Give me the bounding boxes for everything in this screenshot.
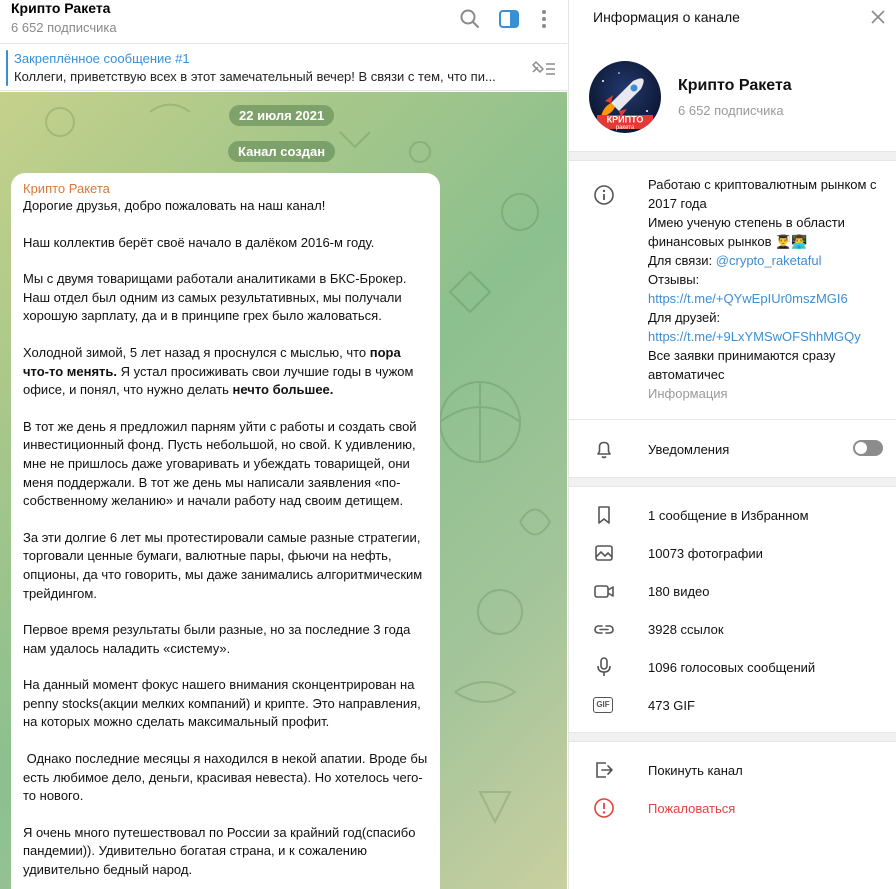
close-icon[interactable] bbox=[869, 8, 887, 26]
bold-text: нечто большее. bbox=[232, 382, 334, 398]
chat-title[interactable]: Крипто Ракета bbox=[11, 0, 111, 16]
notifications-label: Уведомления bbox=[648, 442, 730, 457]
channel-subscribers: 6 652 подписчика bbox=[678, 103, 784, 118]
message-paragraph: Первое время результаты были разные, но за последние 3 года нам удалось наладить «систему». bbox=[23, 622, 411, 656]
gif-icon: GIF bbox=[593, 697, 613, 713]
about-label: Для связи: bbox=[648, 253, 716, 268]
channel-avatar[interactable] bbox=[589, 61, 661, 133]
message-paragraph: Дорогие друзья, добро пожаловать на наш канал! bbox=[23, 198, 326, 213]
about-line: Имею ученую степень в области финансовых рынков 👨‍🎓👨‍💻 bbox=[648, 215, 845, 249]
reviews-link[interactable]: https://t.me/+QYwEpIUr0mszMGI6 bbox=[648, 291, 848, 306]
message-paragraph: Наш коллектив берёт своё начало в далёком 2016-м году. bbox=[23, 234, 375, 250]
text-run: Я устал просиживать свои лучшие годы в чужом офисе, и понял, что нужно делать bbox=[23, 363, 414, 398]
rocket-icon bbox=[589, 61, 661, 133]
info-icon bbox=[593, 184, 615, 206]
notifications-toggle[interactable] bbox=[853, 440, 883, 456]
section-divider bbox=[569, 151, 896, 161]
link-icon bbox=[593, 618, 615, 640]
leave-label: Покинуть канал bbox=[648, 763, 743, 778]
media-label: 3928 ссылок bbox=[648, 622, 724, 637]
message-paragraph: На данный момент фокус нашего внимания сконцентрирован на penny stocks(акции мелких компаний) и крипте. Это направления, на которых можно сделать максимальный профит. bbox=[23, 677, 421, 730]
pinned-title: Закреплённое сообщение #1 bbox=[14, 51, 190, 66]
about-line: Все заявки принимаются сразу автоматичес bbox=[648, 348, 836, 382]
channel-info-pane bbox=[568, 0, 896, 889]
bold-text: пора что-то менять. bbox=[23, 344, 401, 379]
avatar-wordmark-sub: ракета bbox=[615, 125, 635, 131]
media-label: 180 видео bbox=[648, 584, 710, 599]
message-author[interactable]: Крипто Ракета bbox=[23, 181, 110, 196]
toggle-knob bbox=[855, 442, 867, 454]
avatar-wordmark: КРИПТО bbox=[606, 114, 644, 125]
section-divider bbox=[569, 732, 896, 742]
media-label: 1096 голосовых сообщений bbox=[648, 660, 816, 675]
channel-name: Крипто Ракета bbox=[678, 77, 792, 94]
service-message-pill: Канал создан bbox=[228, 141, 335, 162]
section-divider bbox=[569, 477, 896, 487]
about-line bbox=[648, 251, 888, 270]
about-line: Работаю с криптовалютным рынком с 2017 года bbox=[648, 177, 877, 211]
message-bubble[interactable] bbox=[11, 173, 440, 889]
chat-header[interactable] bbox=[0, 0, 567, 44]
leave-icon bbox=[593, 759, 615, 781]
media-label: 1 сообщение в Избранном bbox=[648, 508, 809, 523]
pinned-message-bar[interactable] bbox=[0, 45, 567, 91]
media-label: 473 GIF bbox=[648, 698, 695, 713]
info-title: Информация о канале bbox=[593, 9, 740, 25]
message-paragraph: Я очень много путешествовал по России за крайний год(спасибо пандемии)). Удивительно богатая страна, и к сожалению удивительно бедный народ. bbox=[23, 824, 416, 878]
sidebar-toggle-icon[interactable] bbox=[496, 6, 522, 32]
microphone-icon bbox=[593, 656, 615, 678]
about-line: Отзывы: bbox=[648, 272, 700, 287]
media-label: 10073 фотографии bbox=[648, 546, 763, 561]
chat-background bbox=[0, 92, 567, 889]
date-pill: 22 июля 2021 bbox=[229, 105, 334, 126]
message-paragraph bbox=[23, 344, 428, 400]
message-paragraph: За эти долгие 6 лет мы протестировали самые разные стратегии, торговали ценные бумаги, валютные пары, фьючи на нефть, опционы, да что говорить, мы даже занимались алгоритмическим трейдингом. bbox=[23, 529, 423, 601]
friends-link[interactable]: https://t.me/+9LxYMSwOFShhMGQy bbox=[648, 329, 861, 344]
contact-link[interactable]: @crypto_raketaful bbox=[715, 253, 822, 268]
bookmark-icon bbox=[593, 504, 615, 526]
about-caption: Информация bbox=[648, 386, 728, 401]
video-icon bbox=[593, 580, 615, 602]
message-paragraph: Однако последние месяцы я находился в некой апатии. Вроде бы есть любимое дело, деньги, красивая невеста). Но хотелось чего-то нового. bbox=[23, 751, 431, 804]
text-run: Холодной зимой, 5 лет назад я проснулся с мыслью, что bbox=[23, 344, 370, 360]
search-icon[interactable] bbox=[457, 6, 483, 32]
message-paragraph: В тот же день я предложил парням уйти с работы и создать свой инвестиционный фонд. Пусть небольшой, но свой. К удивлению, мне не пришлось даже уговаривать и убеждать товарищей, они меня поддержали. В тот же день мы написали заявления «по-собственному желанию» и начали работу над своим детищем. bbox=[23, 418, 417, 509]
report-label: Пожаловаться bbox=[648, 801, 736, 816]
chat-subscribers: 6 652 подписчика bbox=[11, 20, 117, 35]
pinned-indicator bbox=[6, 50, 8, 86]
channel-description bbox=[648, 175, 888, 403]
bell-icon bbox=[593, 438, 615, 460]
photo-icon bbox=[593, 542, 615, 564]
more-vertical-icon[interactable] bbox=[531, 6, 557, 32]
row-divider bbox=[569, 419, 896, 420]
pinned-list-icon[interactable] bbox=[529, 58, 557, 78]
pinned-text: Коллеги, приветствую всех в этот замечательный вечер! В связи с тем, что пи... bbox=[14, 69, 496, 84]
message-paragraph: Мы с двумя товарищами работали аналитиками в БКС-Брокер. Наш отдел был одним из самых результативных, мы получали хорошую зарплату, да и в принципе грех было жаловаться. bbox=[23, 271, 407, 324]
report-icon bbox=[593, 797, 615, 819]
about-line: Для друзей: bbox=[648, 310, 721, 325]
